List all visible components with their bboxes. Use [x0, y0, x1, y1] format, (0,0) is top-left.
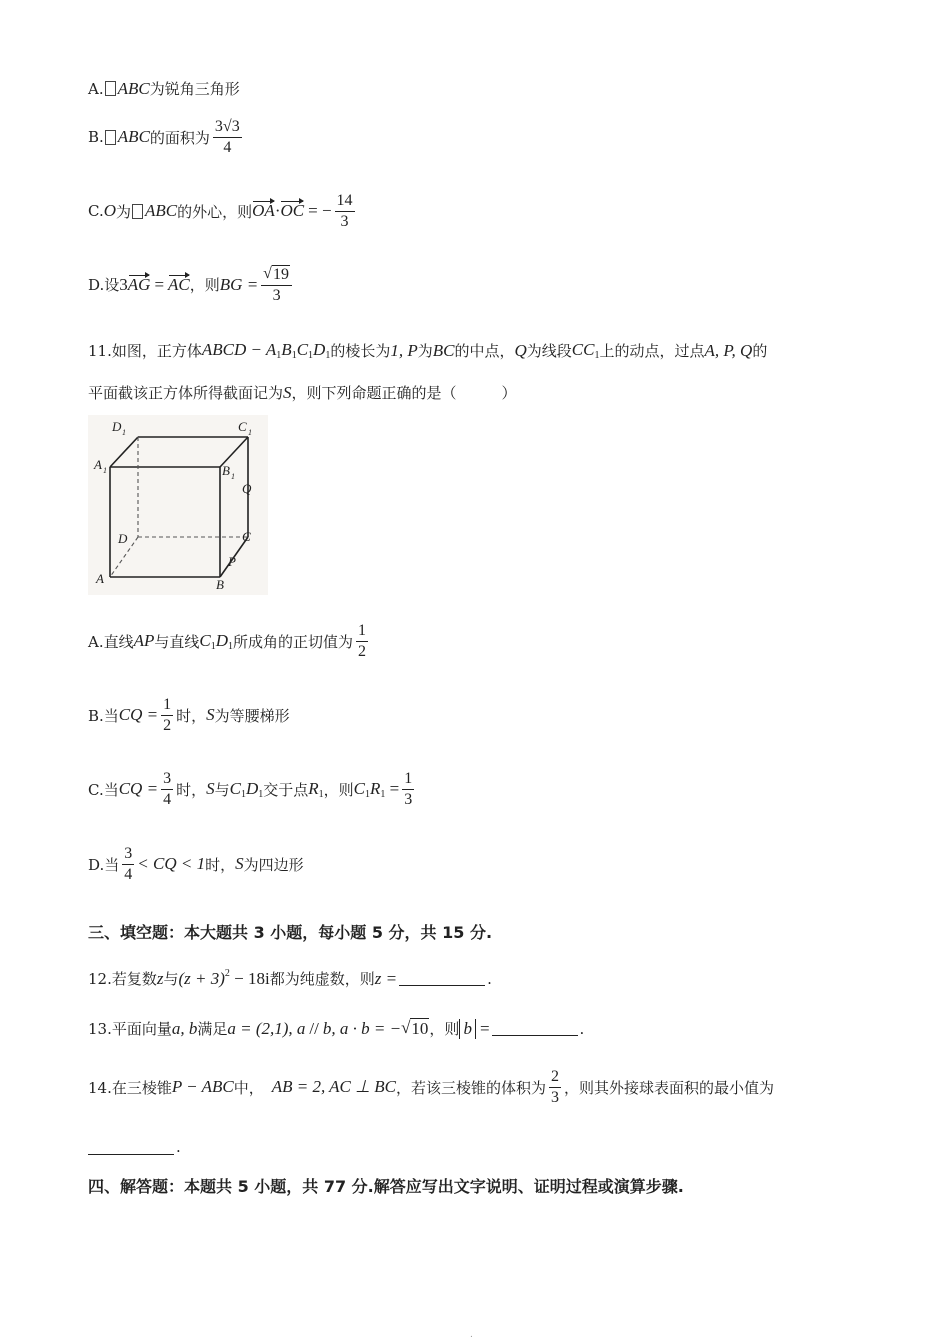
label-q: Q — [242, 481, 252, 496]
label-d: D — [118, 531, 128, 546]
q11-option-d: D.当 $\frac{3}{4}$ < CQ < 1 时， S 为四边形 — [88, 845, 304, 883]
q11-option-b: B.当 CQ = $\frac{1}{2}$ 时， S 为等腰梯形 — [88, 696, 290, 734]
answer-blank[interactable] — [88, 1140, 174, 1155]
vector-ac: AC — [168, 274, 190, 294]
q10-option-d: D.设 3AG = AC ，则 BG = √ 19 3 — [88, 265, 295, 304]
q12: 12.若复数 z 与 $(z + 3)^2 - 18i$ 都为纯虚数，则 z = . — [88, 968, 492, 988]
svg-text:1: 1 — [231, 472, 235, 481]
svg-text:1: 1 — [122, 428, 126, 437]
fraction: $\frac{1}{3}$ — [404, 770, 413, 808]
fraction: $\frac{3}{4}$ — [163, 770, 172, 808]
section-3-heading: 三、填空题：本大题共 3 小题，每小题 5 分，共 15 分. — [88, 923, 493, 942]
q10-option-a: A. ABC 为锐角三角形 — [88, 78, 240, 98]
q13: 13.平面向量 a, b 满足 a = (2,1), a // b, a · b = − √ 10 ，则 b = . — [88, 1018, 585, 1038]
label-b: B — [216, 577, 224, 592]
q10-option-b: B. ABC 的面积为 $\frac{3√3}{4}$ — [88, 118, 240, 156]
vector-ag: AG — [127, 274, 151, 294]
triangle-symbol — [105, 81, 116, 96]
answer-blank[interactable] — [492, 1021, 578, 1036]
vector-oa: OA — [252, 201, 275, 221]
fraction: √ 19 3 — [261, 265, 292, 304]
label-a: A — [96, 571, 104, 586]
section-4-heading: 四、解答题：本题共 5 小题，共 77 分.解答应写出文字说明、证明过程或演算步骤. — [88, 1177, 684, 1196]
q11-option-a: A.直线 AP 与直线 $C_1D_1$ 所成角的正切值为 $\frac{1}{2}$ — [88, 622, 367, 660]
q10-option-c: C. O 为 ABC 的外心，则 OA·OC = − $\frac{14}{3}$ — [88, 192, 353, 230]
fraction: $\frac{14}{3}$ — [336, 192, 353, 230]
q11-stem-line2: 平面截该正方体所得截面记为 S ，则下列命题正确的是（ ） — [88, 382, 517, 402]
label-d1: D — [112, 419, 122, 434]
cube-figure — [88, 415, 268, 595]
vector-oc: OC — [280, 201, 305, 221]
label-p: P — [228, 554, 236, 569]
triangle-symbol — [132, 204, 143, 219]
cube-diagram — [88, 415, 268, 595]
fraction: $\frac{2}{3}$ — [550, 1068, 559, 1106]
fraction: $\frac{3}{4}$ — [124, 845, 133, 883]
fraction: $\frac{1}{2}$ — [163, 696, 172, 734]
label-c: C — [242, 529, 251, 544]
q14-answer-line: . — [88, 1138, 181, 1156]
svg-text:1: 1 — [248, 428, 252, 437]
q14: 14.在三棱锥 P − ABC 中， AB = 2, AC ⊥ BC ，若该三棱锥的体积为 $\frac{2}{3}$ ，则其外接球表面积的最小值为 — [88, 1068, 774, 1106]
label-a1: A — [94, 457, 102, 472]
answer-blank[interactable] — [399, 971, 485, 986]
fraction: $\frac{3√3}{4}$ — [214, 118, 240, 156]
fraction: $\frac{1}{2}$ — [358, 622, 367, 660]
q11-option-c: C.当 CQ = $\frac{3}{4}$ 时， S 与 $C_1D_1$ 交于点 $R_1$ ，则 $C_1R_1$ = $\frac{1}{3}$ — [88, 770, 413, 808]
q11-stem-line1: 11.如图，正方体 ABCD − $A_1B_1C_1D_1$ 的棱长为 1, P 为 BC 的中点， Q 为线段 $CC_1$ 上的动点，过点 A, P, Q 的 — [88, 340, 768, 361]
label-c1: C — [238, 419, 247, 434]
footer-mark: . — [470, 1330, 473, 1340]
label-b1: B — [222, 463, 230, 478]
triangle-symbol — [105, 130, 116, 145]
svg-text:1: 1 — [103, 466, 107, 475]
